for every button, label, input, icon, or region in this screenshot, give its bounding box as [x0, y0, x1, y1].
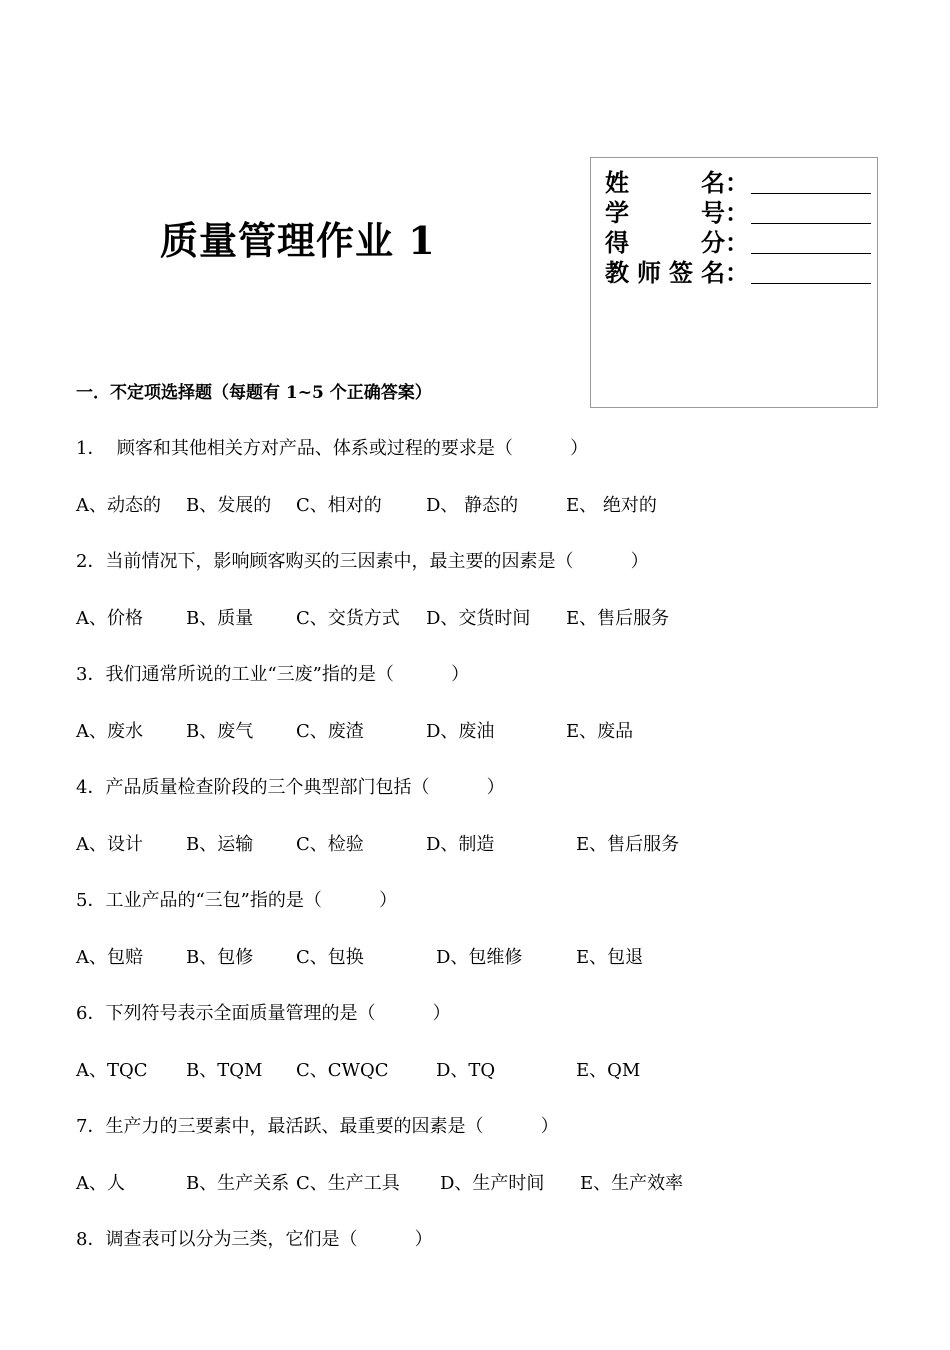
name-blank-line[interactable]: [751, 193, 871, 194]
answer-option[interactable]: E、售后服务: [576, 834, 680, 855]
answer-option[interactable]: A、废水: [76, 721, 143, 742]
info-label-char: 师: [637, 259, 661, 287]
info-label-char: 姓: [605, 169, 629, 197]
answer-option[interactable]: C、CWQC: [296, 1060, 389, 1081]
question-text: 4．产品质量检查阶段的三个典型部门包括（ ）: [76, 777, 505, 798]
answer-option[interactable]: B、发展的: [186, 495, 272, 516]
answer-option[interactable]: D、交货时间: [426, 608, 531, 629]
answer-option[interactable]: E、包退: [576, 947, 644, 968]
question-text: 5．工业产品的“三包”指的是（ ）: [76, 890, 398, 911]
info-label-char: 名: [701, 259, 725, 287]
info-label-char: 分: [701, 229, 725, 257]
info-label-char: 教: [605, 259, 629, 287]
answer-option[interactable]: D、 静态的: [426, 495, 519, 516]
answer-option[interactable]: E、QM: [576, 1060, 641, 1081]
answer-option[interactable]: A、动态的: [76, 495, 161, 516]
answer-option[interactable]: B、生产关系: [186, 1173, 290, 1194]
answer-option[interactable]: D、TQ: [436, 1060, 496, 1081]
answer-option[interactable]: B、废气: [186, 721, 254, 742]
answer-option[interactable]: D、生产时间: [440, 1173, 545, 1194]
answer-option[interactable]: C、包换: [296, 947, 364, 968]
info-row-signature: [605, 258, 871, 288]
answer-option[interactable]: E、生产效率: [580, 1173, 684, 1194]
answer-option[interactable]: D、废油: [426, 721, 495, 742]
answer-option[interactable]: D、包维修: [436, 947, 523, 968]
info-label-char: 得: [605, 229, 629, 257]
answer-option[interactable]: C、检验: [296, 834, 364, 855]
signature-blank-line[interactable]: [751, 283, 871, 284]
info-colon: ：: [725, 229, 749, 257]
info-colon: ：: [725, 199, 749, 227]
answer-option[interactable]: B、运输: [186, 834, 254, 855]
answer-option[interactable]: C、交货方式: [296, 608, 400, 629]
answer-option[interactable]: B、TQM: [186, 1060, 263, 1081]
answer-option[interactable]: B、包修: [186, 947, 254, 968]
answer-option[interactable]: C、相对的: [296, 495, 382, 516]
answer-option[interactable]: A、包赔: [76, 947, 143, 968]
answer-option[interactable]: E、废品: [566, 721, 634, 742]
page-title: 质量管理作业 1: [160, 218, 436, 263]
answer-option[interactable]: C、废渣: [296, 721, 364, 742]
question-text: 3．我们通常所说的工业“三废”指的是（ ）: [76, 664, 470, 685]
answer-option[interactable]: E、 绝对的: [566, 495, 657, 516]
info-label-char: 签: [669, 259, 693, 287]
score-blank-line[interactable]: [751, 253, 871, 254]
answer-option[interactable]: A、人: [76, 1173, 125, 1194]
info-colon: ：: [725, 169, 749, 197]
answer-option[interactable]: B、质量: [186, 608, 254, 629]
info-label-char: 学: [605, 199, 629, 227]
student-info-box: [590, 157, 878, 408]
section-heading: 一．不定项选择题（每题有 1~5 个正确答案）: [76, 383, 432, 403]
question-text: 7．生产力的三要素中，最活跃、最重要的因素是（ ）: [76, 1116, 559, 1137]
answer-option[interactable]: A、设计: [76, 834, 143, 855]
answer-option[interactable]: D、制造: [426, 834, 495, 855]
question-text: 2．当前情况下，影响顾客购买的三因素中，最主要的因素是（ ）: [76, 551, 649, 572]
answer-option[interactable]: E、售后服务: [566, 608, 670, 629]
info-label-char: 号: [701, 199, 725, 227]
info-label-signature: [605, 253, 725, 288]
answer-option[interactable]: A、TQC: [76, 1060, 148, 1081]
answer-option[interactable]: C、生产工具: [296, 1173, 400, 1194]
question-text: 6．下列符号表示全面质量管理的是（ ）: [76, 1003, 451, 1024]
answer-option[interactable]: A、价格: [76, 608, 143, 629]
info-colon: ：: [725, 259, 749, 287]
info-label-char: 名: [701, 169, 725, 197]
question-text: 8．调查表可以分为三类，它们是（ ）: [76, 1229, 433, 1250]
id-blank-line[interactable]: [751, 223, 871, 224]
question-text: 1． 顾客和其他相关方对产品、体系或过程的要求是（ ）: [76, 438, 589, 459]
